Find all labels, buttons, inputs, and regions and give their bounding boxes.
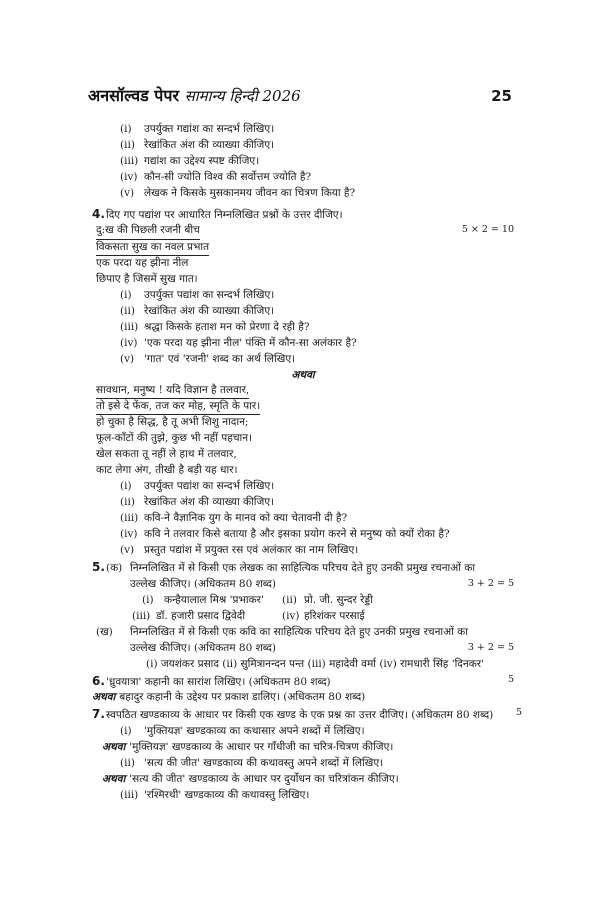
page-content <box>92 122 522 804</box>
q5-ka-marks: 3 + 2 = 5 <box>467 577 514 589</box>
q4-sub1-3-text: श्रद्धा किसके हताश मन को प्रेरणा दे रही है? <box>144 320 310 333</box>
q3-sub-4 <box>92 170 514 186</box>
q5-authors-row-1 <box>92 593 514 609</box>
q6-text: 'ध्रुवयात्रा' कहानी का सारांश लिखिए। (अधिकतम 80 शब्द) <box>106 675 331 688</box>
q7-line-4 <box>92 772 514 788</box>
q3-sub-5 <box>92 186 514 202</box>
q4-sub1-1-num: (i) <box>120 288 132 301</box>
q4-sub1-4-num: (iv) <box>120 336 138 349</box>
poem2-line-2-text: तो इसे दे फेंक, तज कर मोह, स्मृति के पार। <box>96 399 260 415</box>
q5-kha-line-1 <box>92 625 514 641</box>
q4-sub2-2-text: रेखांकित अंश की व्याख्या कीजिए। <box>144 496 275 509</box>
q5-kha-line-2 <box>92 641 514 657</box>
q3-sub-3-num: (iii) <box>120 155 139 167</box>
q3-sub-2 <box>92 138 514 154</box>
q4-or-label: अथवा <box>291 368 315 381</box>
q4-sub1-2-text: रेखांकित अंश की व्याख्या कीजिए। <box>144 304 275 317</box>
q4-poem2-line-1 <box>92 383 514 399</box>
author-4-name: हरिशंकर परसाई <box>304 609 365 622</box>
q4-sub1-4-text: 'एक परदा यह झीना नील' पंक्ति में कौन-सा अलंकार है? <box>144 336 357 349</box>
q4-sub2-2-num: (ii) <box>120 496 135 509</box>
q4-poem1-line-3 <box>92 256 514 272</box>
q3-sub-5-num: (v) <box>120 187 135 199</box>
q7-line-2 <box>92 740 514 756</box>
q7-heading <box>92 706 522 723</box>
q4-sub2-4-num: (iv) <box>120 528 138 541</box>
q6-or-label: अथवा <box>92 691 116 704</box>
q4-marks: 5 × 2 = 10 <box>461 224 514 236</box>
q4-poem2-line-2 <box>92 399 514 415</box>
q5-number: 5. <box>92 560 105 575</box>
poem1-line-3-text: एक परदा यह झीना नील <box>96 256 189 269</box>
q5-kha-text-2: उल्लेख कीजिए। (अधिकतम 80 शब्द) <box>130 641 276 654</box>
q7-line-3-text: 'सत्य की जीत' खण्डकाव्य की कथावस्तु अपने शब्दों में लिखिए। <box>144 756 384 769</box>
q4-sub1-3-num: (iii) <box>120 320 139 333</box>
q7-line-2-text: 'मुक्तियज्ञ' खण्डकाव्य के आधार पर गाँधीजी का चरित्र-चित्रण कीजिए। <box>129 740 394 753</box>
q7-line-5 <box>92 788 514 804</box>
author-2-num: (ii) <box>282 593 297 606</box>
q4-sub1-5 <box>92 352 514 368</box>
q5-kha-marks: 3 + 2 = 5 <box>467 641 514 653</box>
q4-sub2-4-text: कवि ने तलवार किसे बताया है और इसका प्रयोग करने से मनुष्य को क्यों रोका है? <box>144 528 450 541</box>
q4-sub2-1 <box>92 479 514 495</box>
q7-text: स्वपठित खण्डकाव्य के आधार पर किसी एक खण्ड के एक प्रश्न का उत्तर दीजिए। (अधिकतम 80 शब्द) <box>106 709 494 722</box>
q6-heading <box>92 673 514 690</box>
q3-sub-1 <box>92 122 514 138</box>
author-4-num: (iv) <box>282 609 300 622</box>
q3-sub-1-text: उपर्युक्त गद्यांश का सन्दर्भ लिखिए। <box>144 123 275 135</box>
q5-poets-list: (i) जयशंकर प्रसाद (ii) सुमित्रानन्दन पन्त (iii) महादेवी वर्मा (iv) रामधारी सिंह 'दिनकर' <box>146 657 484 670</box>
q4-sub2-3 <box>92 511 514 527</box>
page-header <box>88 84 512 108</box>
q5-kha-label: (ख) <box>96 625 113 638</box>
q7-line-1 <box>92 724 514 740</box>
q4-sub2-5-num: (v) <box>120 544 135 557</box>
author-3-num: (iii) <box>132 609 151 622</box>
q4-sub1-5-text: 'गात' एवं 'रजनी' शब्द का अर्थ लिखिए। <box>144 352 296 365</box>
q5-ka-line-2 <box>92 577 514 593</box>
q4-sub1-1-text: उपर्युक्त पद्यांश का सन्दर्भ लिखिए। <box>144 288 275 301</box>
q4-poem2-line-6 <box>92 463 514 479</box>
q7-line-4-text: 'सत्य की जीत' खण्डकाव्य के आधार पर दुर्योधन का चरित्रांकन कीजिए। <box>129 772 399 785</box>
q7-line-2-or: अथवा <box>102 740 126 753</box>
q4-poem2-line-4 <box>92 431 514 447</box>
q5-ka-label: (क) <box>106 562 123 575</box>
q3-sub-1-num: (i) <box>120 123 132 135</box>
q3-sub-4-text: कौन-सी ज्योति विश्व की सर्वोत्तम ज्योति है? <box>144 171 312 183</box>
q5-poets-row <box>92 657 514 673</box>
q5-ka-line-1 <box>92 559 514 576</box>
poem1-line-4-text: छिपाए है जिसमें सुख गात। <box>96 272 198 285</box>
author-2-name: प्रो. जी. सुन्दर रेड्डी <box>304 593 373 606</box>
poem2-line-1-text: सावधान, मनुष्य ! यदि विज्ञान है तलवार, <box>96 383 249 399</box>
q4-poem1-line-4 <box>92 272 514 288</box>
q4-poem2-line-3 <box>92 415 514 431</box>
q3-sub-2-text: रेखांकित अंश की व्याख्या कीजिए। <box>144 139 275 151</box>
q4-sub2-3-num: (iii) <box>120 512 139 525</box>
q7-line-1-text: 'मुक्तियज्ञ' खण्डकाव्य का कथासार अपने शब्दों में लिखिए। <box>144 724 365 737</box>
q7-number: 7. <box>92 707 105 722</box>
q4-sub1-4 <box>92 336 514 352</box>
q4-poem1-line-2 <box>92 240 514 256</box>
q4-sub1-2-num: (ii) <box>120 304 135 317</box>
author-1-num: (i) <box>142 593 154 606</box>
poem2-line-6-text: काट लेगा अंग, तीखी है बड़ी यह धार। <box>96 464 238 477</box>
poem1-line-2-text: विकसता सुख का नवल प्रभात <box>96 240 209 256</box>
poem2-line-4-text: फूल-काँटों की तुझे, कुछ भी नहीं पहचान। <box>96 432 253 445</box>
q4-poem1-line-1 <box>92 223 514 239</box>
q5-authors-row-2 <box>92 609 514 625</box>
q4-sub1-2 <box>92 304 514 320</box>
author-3-name: डॉ. हजारी प्रसाद द्विवेदी <box>156 609 246 622</box>
q3-sub-4-num: (iv) <box>120 171 138 183</box>
q4-sub1-5-num: (v) <box>120 352 135 365</box>
q7-line-3 <box>92 756 514 772</box>
q4-sub2-4 <box>92 527 514 543</box>
q5-kha-text-1: निम्नलिखित में से किसी एक कवि का साहित्यिक परिचय देते हुए उनकी प्रमुख रचनाओं का <box>130 625 468 638</box>
q6-or-text: बहादुर कहानी के उद्देश्य पर प्रकाश डालिए। (अधिकतम 80 शब्द) <box>119 691 366 704</box>
q6-marks: 5 <box>507 673 514 685</box>
header-title-bold: अनसॉल्वड पेपर <box>88 86 180 105</box>
q5-ka-text-2: उल्लेख कीजिए। (अधिकतम 80 शब्द) <box>130 577 276 590</box>
q4-sub1-3 <box>92 320 514 336</box>
poem1-line-1-text: दु:ख की पिछली रजनी बीच <box>96 223 200 239</box>
poem2-line-3-text: हो चुका है सिद्ध, है तू अभी शिशु नादान; <box>96 416 249 429</box>
q4-poem2-line-5 <box>92 447 514 463</box>
header-title <box>88 84 301 108</box>
q4-sub2-2 <box>92 495 514 511</box>
q3-sub-5-text: लेखक ने किसके मुसकानमय जीवन का चित्रण किया है? <box>144 187 356 199</box>
q3-sub-3-text: गद्यांश का उद्देश्य स्पष्ट कीजिए। <box>144 155 260 167</box>
q3-sub-3 <box>92 154 514 170</box>
q7-line-5-text: 'रश्मिरथी' खण्डकाव्य की कथावस्तु लिखिए। <box>144 788 310 801</box>
q7-line-1-num: (i) <box>120 724 132 737</box>
poem2-line-5-text: खेल सकता तू नहीं ले हाथ में तलवार, <box>96 448 237 461</box>
q5-ka-text-1: निम्नलिखित में से किसी एक लेखक का साहित्यिक परिचय देते हुए उनकी प्रमुख रचनाओं का <box>130 562 476 575</box>
q7-line-4-or: अथवा <box>102 772 126 785</box>
q6-number: 6. <box>92 673 105 688</box>
q4-sub2-3-text: कवि-ने वैज्ञानिक युग के मानव को क्या चेतावनी दी है? <box>144 512 348 525</box>
q7-line-5-num: (iii) <box>120 788 139 801</box>
q7-marks: 5 <box>515 707 522 719</box>
header-title-italic: सामान्य हिन्दी 2026 <box>184 87 301 105</box>
author-1-name: कन्हैयालाल मिश्र 'प्रभाकर' <box>164 593 264 606</box>
q4-sub2-5 <box>92 543 514 559</box>
q4-sub2-5-text: प्रस्तुत पद्यांश में प्रयुक्त रस एवं अलंकार का नाम लिखिए। <box>144 544 359 557</box>
q3-sub-2-num: (ii) <box>120 139 135 151</box>
q4-text: दिए गए पद्यांश पर आधारित निम्नलिखित प्रश्नों के उत्तर दीजिए। <box>106 209 343 221</box>
q4-sub2-1-text: उपर्युक्त पद्यांश का सन्दर्भ लिखिए। <box>144 480 275 493</box>
q4-sub1-1 <box>92 288 514 304</box>
q4-heading <box>92 206 514 223</box>
q4-number: 4. <box>92 207 105 221</box>
q6-or-line <box>92 690 514 706</box>
page-number: 25 <box>491 87 512 105</box>
q4-sub2-1-num: (i) <box>120 480 132 493</box>
q7-line-3-num: (ii) <box>120 756 135 769</box>
